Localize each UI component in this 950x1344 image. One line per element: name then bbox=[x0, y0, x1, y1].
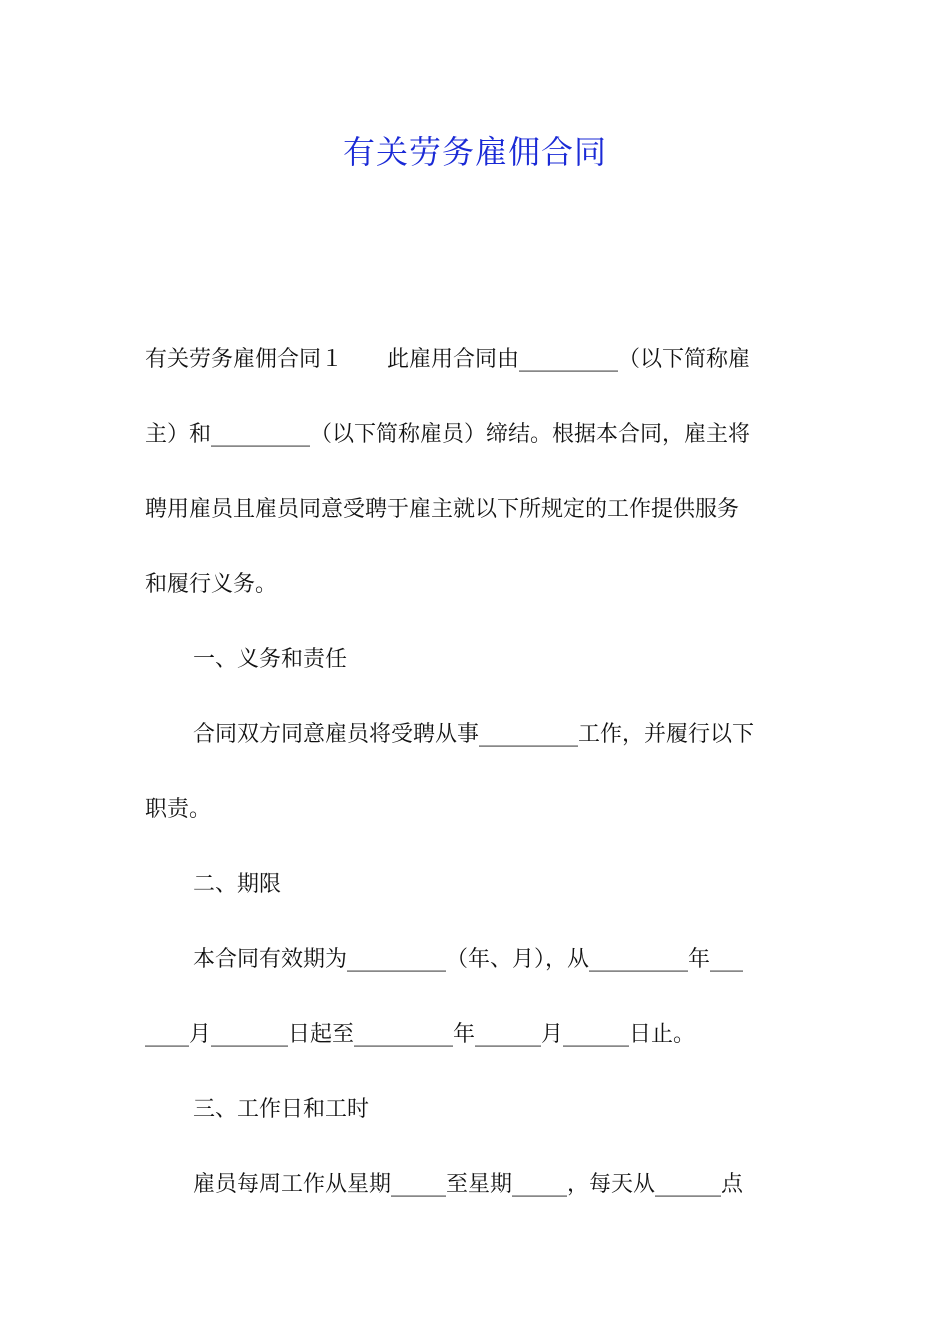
paragraph-line-intro-4: 和履行义务。 bbox=[145, 572, 278, 597]
paragraph-line-term-1: 本合同有效期为_________（年、月），从_________年___ bbox=[193, 947, 744, 972]
paragraph-line-intro-2: 主）和_________（以下简称雇员）缔结。根据本合同，雇主将 bbox=[145, 422, 751, 447]
document-title: 有关劳务雇佣合同 bbox=[342, 133, 607, 171]
paragraph-line-duties-1: 合同双方同意雇员将受聘从事_________工作，并履行以下 bbox=[193, 722, 755, 747]
paragraph-line-term-2: ____月_______日起至_________年______月______日止。 bbox=[145, 1022, 696, 1047]
section-heading-duties: 一、义务和责任 bbox=[193, 647, 348, 672]
section-heading-term: 二、期限 bbox=[193, 872, 282, 897]
paragraph-line-intro-3: 聘用雇员且雇员同意受聘于雇主就以下所规定的工作提供服务 bbox=[145, 497, 740, 522]
paragraph-line-intro-1: 有关劳务雇佣合同１ 此雇用合同由_________（以下简称雇 bbox=[145, 347, 751, 372]
paragraph-line-duties-2: 职责。 bbox=[145, 797, 212, 822]
section-heading-workdays: 三、工作日和工时 bbox=[193, 1097, 370, 1122]
document-body bbox=[145, 330, 810, 1230]
paragraph-line-workdays-1: 雇员每周工作从星期_____至星期_____，每天从______点 bbox=[193, 1172, 744, 1197]
